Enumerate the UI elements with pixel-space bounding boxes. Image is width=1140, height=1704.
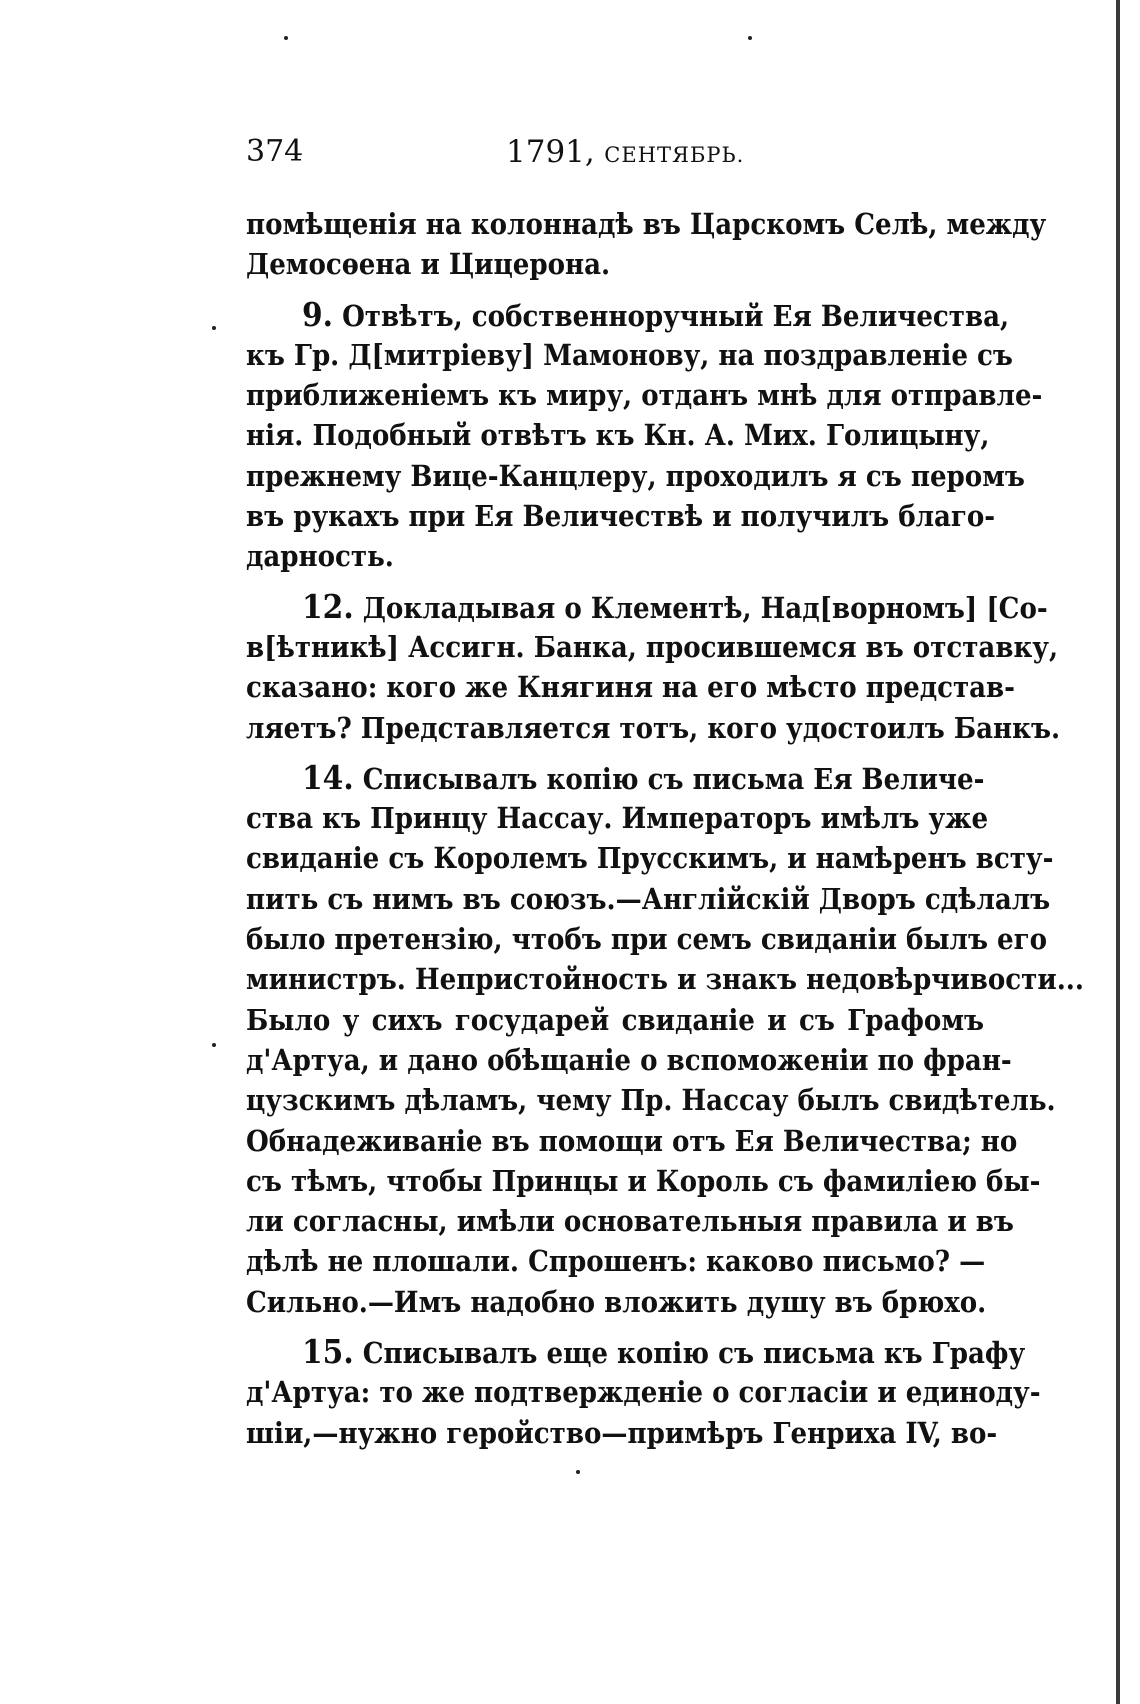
text-line-content: Списывалъ еще копію съ письма къ Графу: [362, 1336, 1026, 1371]
text-line: Демосѳена и Цицерона.: [246, 247, 611, 282]
text-line: къ Гр. Д[митріеву] Мамонову, на поздравленіе съ: [246, 337, 1013, 372]
text-line: въ рукахъ при Ея Величествѣ и получилъ благо-: [246, 499, 996, 534]
text-line: прежнему Вице-Канцлеру, проходилъ я съ перомъ: [246, 458, 1025, 493]
diary-entry-15: [246, 1332, 1041, 1453]
text-line: дѣлѣ не плошали. Спрошенъ: каково письмо? —: [246, 1244, 986, 1279]
body-text: [246, 204, 1084, 1463]
text-line: свиданіе съ Королемъ Прусскимъ, и намѣренъ всту-: [246, 841, 1054, 876]
text-line: дарность.: [246, 539, 394, 574]
text-line-content: Списывалъ копію съ письма Ея Величе-: [362, 761, 985, 796]
print-speck: [212, 1043, 216, 1047]
text-line: помѣщенія на колоннадѣ въ Царскомъ Селѣ, между: [246, 207, 1047, 241]
text-line: Сильно.—Имъ надобно вложить душу въ брюхо.: [246, 1284, 987, 1319]
entry-date: 12.: [302, 586, 354, 626]
print-speck: [576, 1470, 580, 1474]
running-title: [506, 134, 744, 170]
text-line: было претензію, чтобъ при семъ свиданіи былъ его: [246, 922, 1048, 957]
diary-entry-9: [246, 294, 1043, 577]
print-speck: [212, 326, 216, 330]
entry-date: 14.: [302, 757, 354, 797]
text-line: шіи,—нужно геройство—примѣръ Генриха IV, во-: [246, 1415, 998, 1450]
text-line: нія. Подобный отвѣтъ къ Кн. А. Мих. Голицыну,: [246, 418, 990, 453]
text-line: Было у сихъ государей свиданіе и съ Графомъ: [246, 1002, 984, 1037]
text-line: в[ѣтникѣ] Ассигн. Банка, просившемся въ отставку,: [246, 629, 1059, 664]
text-line-content: Отвѣтъ, собственноручный Ея Величества,: [342, 298, 1010, 333]
diary-entry-14: [246, 757, 1084, 1322]
text-line: ляетъ? Представляется тотъ, кого удостоилъ Банкъ.: [246, 710, 1061, 745]
text-line: [246, 1332, 1026, 1372]
text-line: [246, 586, 1048, 627]
text-line: министръ. Непристойность и знакъ недовѣрчивости...: [246, 962, 1084, 997]
text-line: цузскимъ дѣламъ, чему Пр. Нассау былъ свидѣтель.: [246, 1083, 1056, 1118]
text-line: приближеніемъ къ миру, отданъ мнѣ для отправле-: [246, 378, 1043, 413]
print-speck: [284, 36, 288, 40]
running-header: [246, 130, 986, 182]
entry-date: 15.: [302, 1332, 354, 1372]
text-line: д'Артуа: то же подтвержденіе о согласіи и единоду-: [246, 1375, 1041, 1410]
page-edge-rule: [1116, 0, 1120, 1704]
entry-date: 9.: [302, 294, 333, 334]
paragraph-continuation: [246, 204, 1047, 285]
text-line: ли согласны, имѣли основательныя правила и въ: [246, 1204, 1014, 1239]
text-line: пить съ нимъ въ союзъ.—Англійскій Дворъ сдѣлалъ: [246, 881, 1051, 916]
print-speck: [748, 36, 752, 40]
text-line: ства къ Принцу Нассау. Императоръ имѣлъ уже: [246, 801, 989, 836]
text-line: съ тѣмъ, чтобы Принцы и Король съ фамиліею бы-: [246, 1163, 1041, 1198]
running-title-month: СЕНТЯБРЬ.: [604, 143, 745, 167]
text-line: [246, 758, 984, 798]
running-title-year: 1791,: [506, 134, 595, 170]
text-line: д'Артуа, и дано обѣщаніе о вспоможеніи по фран-: [246, 1042, 1012, 1077]
text-line: [246, 294, 1010, 335]
text-line: сказано: кого же Княгиня на его мѣсто представ-: [246, 670, 1016, 705]
text-line: Обнадеживаніе въ помощи отъ Ея Величества; но: [246, 1123, 1018, 1158]
diary-entry-12: [246, 586, 1061, 748]
page-number: 374: [246, 134, 304, 169]
text-line-content: Докладывая о Клементѣ, Над[ворномъ] [Со-: [362, 590, 1048, 625]
